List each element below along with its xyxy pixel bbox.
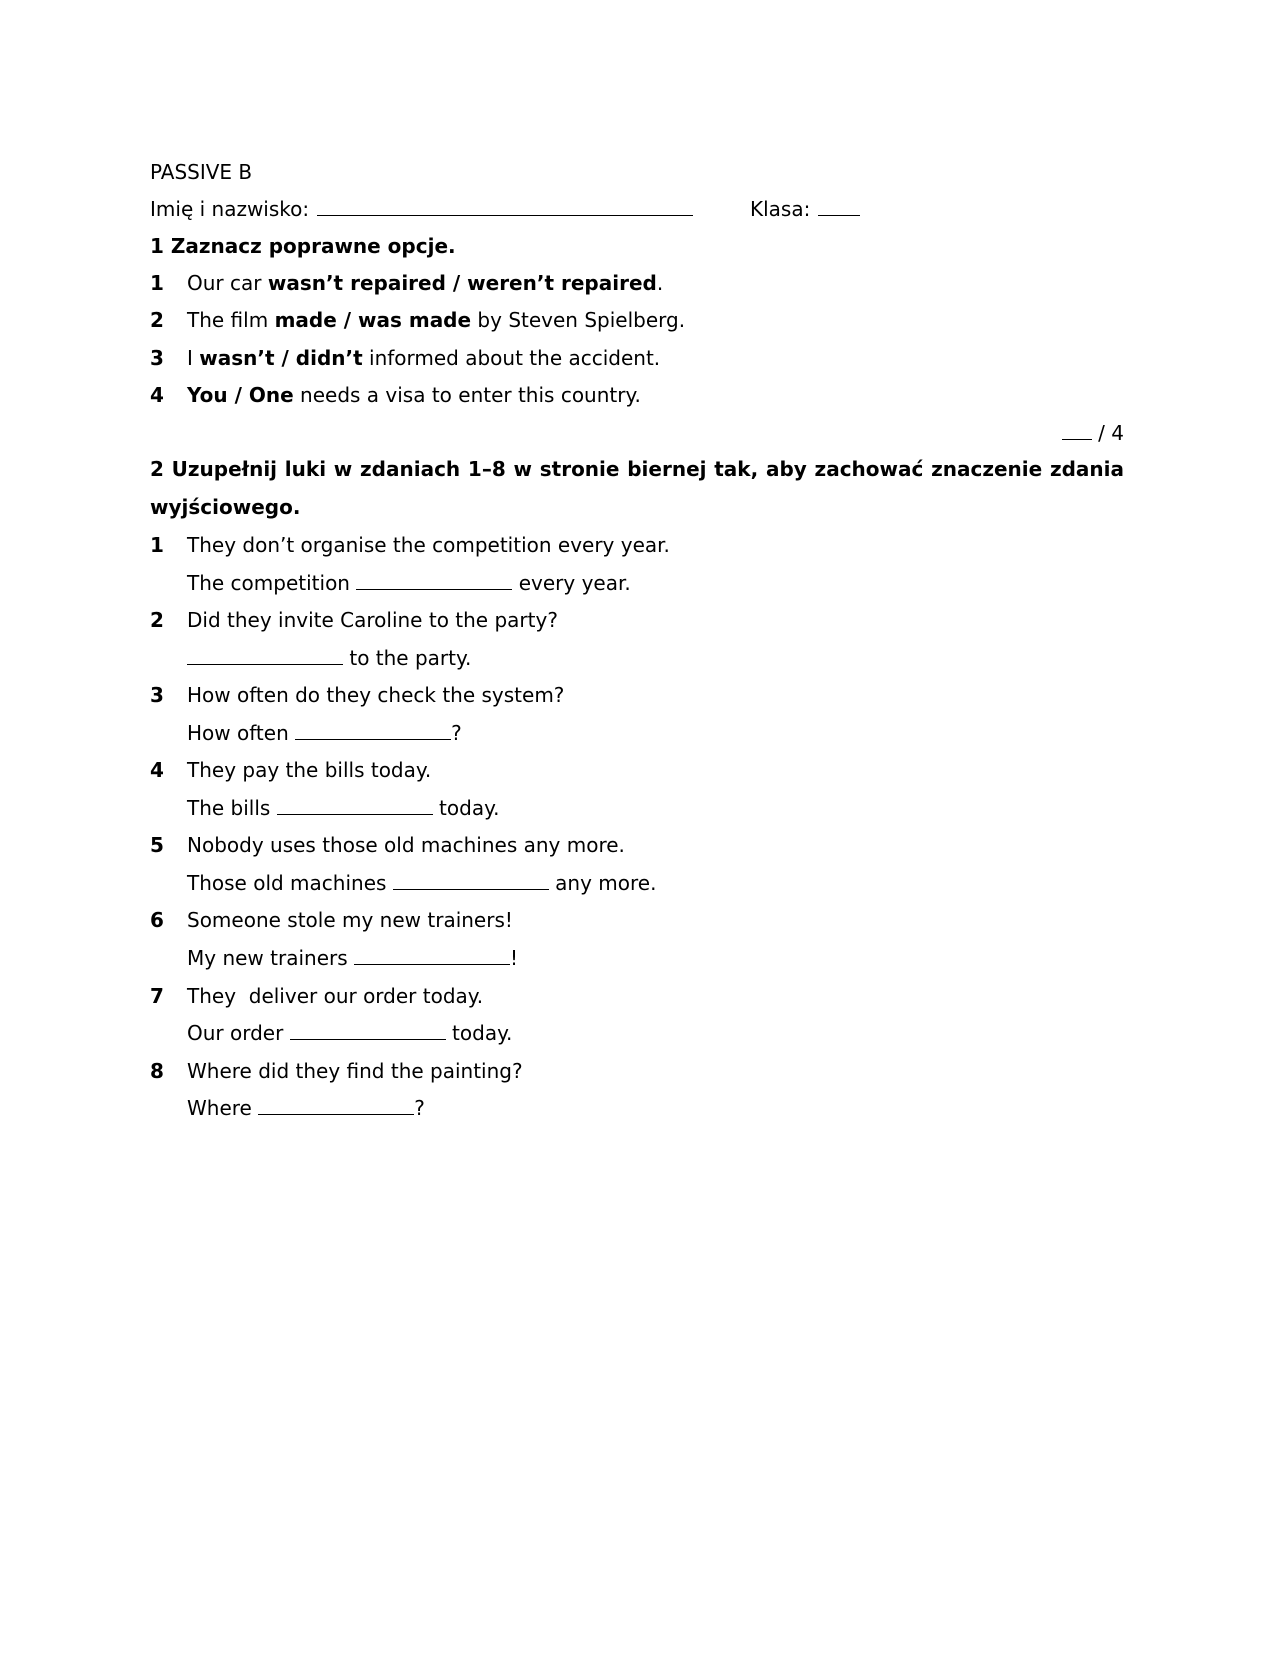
- item-text: You / One needs a visa to enter this country.: [187, 383, 641, 407]
- passive-sentence: My new trainers !: [187, 946, 519, 970]
- source-sentence: They don’t organise the competition every year.: [187, 533, 670, 557]
- source-sentence: How often do they check the system?: [187, 683, 565, 707]
- answer-options[interactable]: made / was made: [274, 308, 472, 332]
- item-number: 6: [150, 908, 164, 932]
- source-sentence: Nobody uses those old machines any more.: [187, 833, 625, 857]
- item-number: 1: [150, 533, 164, 557]
- score-blank[interactable]: [1062, 421, 1092, 440]
- answer-options[interactable]: You / One: [187, 383, 294, 407]
- item-text: Our car wasn’t repaired / weren’t repaired.: [187, 271, 664, 295]
- worksheet-title: PASSIVE B: [150, 160, 253, 184]
- source-sentence: They deliver our order today.: [187, 984, 484, 1008]
- answer-blank[interactable]: [290, 1021, 446, 1040]
- item-text: The film made / was made by Steven Spielberg.: [187, 308, 686, 332]
- passive-sentence: Where ?: [187, 1096, 425, 1120]
- passive-sentence: Those old machines any more.: [187, 871, 657, 895]
- answer-blank[interactable]: [277, 796, 433, 815]
- item-text: I wasn’t / didn’t informed about the accident.: [187, 346, 661, 370]
- passive-sentence: The bills today.: [187, 796, 500, 820]
- class-row: [750, 196, 860, 222]
- answer-blank[interactable]: [187, 646, 343, 665]
- source-sentence: Did they invite Caroline to the party?: [187, 608, 558, 632]
- item-number: 3: [150, 683, 164, 707]
- passive-sentence: The competition every year.: [187, 571, 631, 595]
- answer-options[interactable]: wasn’t / didn’t: [199, 346, 363, 370]
- name-label: Imię i nazwisko:: [150, 197, 310, 221]
- score-total: / 4: [1098, 421, 1124, 445]
- exercise2-heading: 2 Uzupełnij luki w zdaniach 1–8 w stronie biernej tak, aby zachować znaczenie zdania wyjściowego.: [150, 457, 1124, 519]
- item-number: 5: [150, 833, 164, 857]
- item-number: 1: [150, 271, 164, 295]
- passive-sentence: Our order today.: [187, 1021, 513, 1045]
- exercise1-score: [1062, 420, 1124, 446]
- answer-blank[interactable]: [356, 571, 512, 590]
- class-blank[interactable]: [818, 197, 860, 216]
- item-number: 8: [150, 1059, 164, 1083]
- item-number: 3: [150, 346, 164, 370]
- answer-blank[interactable]: [354, 946, 510, 965]
- source-sentence: They pay the bills today.: [187, 758, 432, 782]
- item-number: 2: [150, 608, 164, 632]
- source-sentence: Someone stole my new trainers!: [187, 908, 513, 932]
- item-number: 7: [150, 984, 164, 1008]
- class-label: Klasa:: [750, 197, 811, 221]
- item-number: 2: [150, 308, 164, 332]
- passive-sentence: How often ?: [187, 721, 462, 745]
- passive-sentence: to the party.: [187, 645, 471, 671]
- name-blank[interactable]: [317, 197, 693, 216]
- item-number: 4: [150, 758, 164, 782]
- item-number: 4: [150, 383, 164, 407]
- name-row: [150, 196, 693, 222]
- answer-blank[interactable]: [258, 1096, 414, 1115]
- answer-options[interactable]: wasn’t repaired / weren’t repaired: [267, 271, 657, 295]
- answer-blank[interactable]: [295, 721, 451, 740]
- source-sentence: Where did they find the painting?: [187, 1059, 523, 1083]
- answer-blank[interactable]: [393, 871, 549, 890]
- exercise1-heading: 1 Zaznacz poprawne opcje.: [150, 234, 456, 258]
